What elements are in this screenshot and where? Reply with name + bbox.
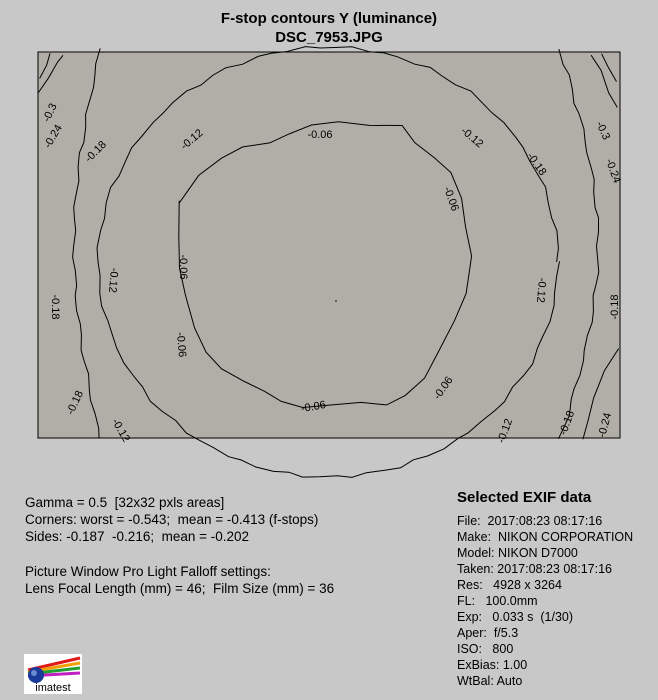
- exif-iso: ISO: 800: [457, 642, 514, 656]
- gamma-info: Gamma = 0.5 [32x32 pxls areas]: [25, 495, 225, 510]
- exif-make: Make: NIKON CORPORATION: [457, 530, 634, 544]
- contour-label: -0.18: [64, 388, 87, 417]
- contour-label: -0.12: [533, 277, 549, 304]
- sides-info: Sides: -0.187 -0.216; mean = -0.202: [25, 529, 250, 544]
- contour-label: -0.3: [593, 119, 613, 142]
- exif-model: Model: NIKON D7000: [457, 546, 578, 560]
- exif-file: File: 2017:08:23 08:17:16: [457, 514, 603, 528]
- contour-label: -0.06: [431, 374, 456, 402]
- exif-wtbal: WtBal: Auto: [457, 674, 523, 688]
- contour-label: -0.12: [458, 125, 486, 151]
- contour-label: -0.06: [173, 331, 189, 358]
- exif-fl: FL: 100.0mm: [457, 594, 538, 608]
- contour-label: -0.06: [300, 398, 327, 416]
- chart-subtitle: DSC_7953.JPG: [275, 29, 383, 46]
- contour-label: -0.3: [40, 101, 60, 124]
- exif-exp: Exp: 0.033 s (1/30): [457, 610, 574, 624]
- contour-label: -0.18: [82, 138, 109, 165]
- center-point: [335, 300, 337, 302]
- contour-label: -0.06: [440, 185, 461, 213]
- exif-title: Selected EXIF data: [457, 489, 592, 506]
- exif-aper: Aper: f/5.3: [457, 626, 519, 640]
- contour-label: -0.24: [41, 122, 65, 151]
- logo-text: imatest: [35, 682, 71, 694]
- contour-label: -0.18: [557, 409, 578, 437]
- contour-label: -0.18: [49, 294, 61, 320]
- exif-taken: Taken: 2017:08:23 08:17:16: [457, 562, 612, 576]
- contour-label: -0.18: [609, 294, 621, 320]
- contour-label: -0.12: [109, 416, 133, 445]
- corners-info: Corners: worst = -0.543; mean = -0.413 (f-stops): [25, 512, 319, 527]
- contour-label: -0.24: [602, 157, 623, 185]
- contour-label: -0.24: [596, 411, 615, 439]
- contour-plot: [38, 52, 623, 445]
- contour-label: -0.06: [177, 254, 189, 280]
- exif-exbias: ExBias: 1.00: [457, 658, 528, 672]
- contour-label: -0.12: [495, 417, 516, 445]
- contour-label: -0.12: [105, 267, 121, 294]
- exif-res: Res: 4928 x 3264: [457, 578, 562, 592]
- pwp-settings-values: Lens Focal Length (mm) = 46; Film Size (mm) = 36: [25, 581, 335, 596]
- pwp-settings-heading: Picture Window Pro Light Falloff settings:: [25, 564, 271, 579]
- contour-label: -0.18: [524, 150, 549, 178]
- imatest-logo: [24, 654, 82, 694]
- contour-label: -0.06: [307, 129, 333, 141]
- chart-title: F-stop contours Y (luminance): [220, 10, 438, 27]
- plot-area: [38, 52, 620, 438]
- contour-label: -0.12: [178, 127, 206, 153]
